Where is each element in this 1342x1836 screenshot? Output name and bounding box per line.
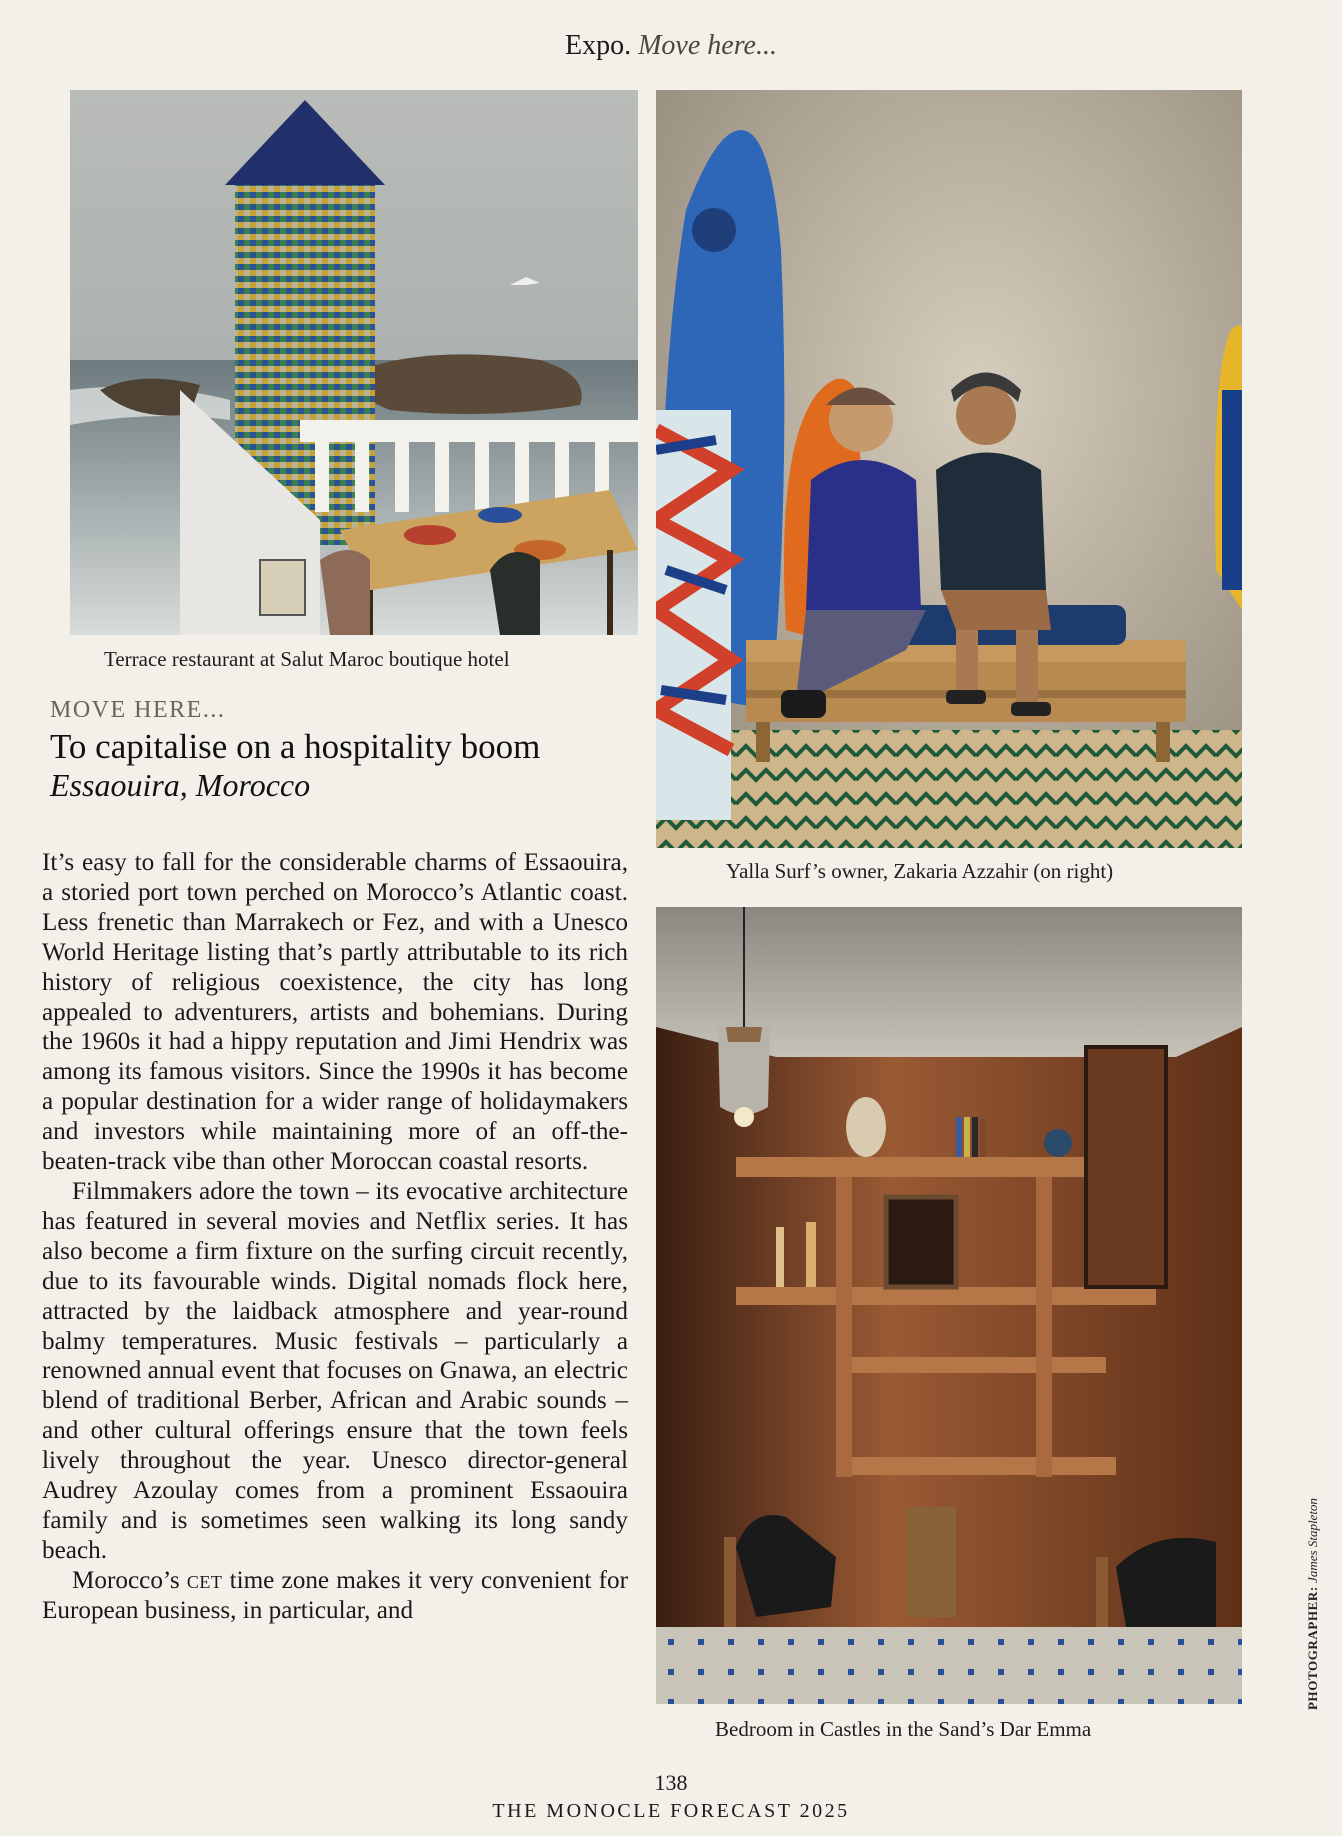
body-paragraph: It’s easy to fall for the considerable charms of Essaouira, a storied port town perched on Morocco’s Atlantic coast. Less frenetic than Marrakech or Fez, and with a Unesco World Heritage listing that’s partly attributable to its rich history of religious coexistence, the city has long appealed to adventurers, artists and bohemians. During the 1960s it had a hippy reputation and Jimi Hendrix was among its famous visitors. Since the 1990s it has become a popular destination for a wider range of holidaymakers and investors while maintaining more of an off-the-beaten-track vibe than other Moroccan coastal resorts. bbox=[42, 849, 628, 1176]
article-body bbox=[42, 848, 628, 1626]
credit-name: James Stapleton bbox=[1305, 1498, 1320, 1583]
article-kicker: MOVE HERE... bbox=[50, 697, 226, 723]
section-subtitle: Move here... bbox=[638, 30, 777, 61]
surf-shop-photo bbox=[656, 90, 1242, 848]
credit-label: PHOTOGRAPHER: bbox=[1305, 1586, 1320, 1710]
bedroom-photo-caption: Bedroom in Castles in the Sand’s Dar Emma bbox=[715, 1717, 1092, 1741]
article-headline: To capitalise on a hospitality boom bbox=[50, 727, 541, 766]
terrace-photo bbox=[70, 90, 638, 635]
surf-shop-photo-caption: Yalla Surf’s owner, Zakaria Azzahir (on right) bbox=[726, 859, 1114, 883]
bedroom-photo bbox=[656, 907, 1242, 1704]
terrace-photo-caption: Terrace restaurant at Salut Maroc boutique hotel bbox=[104, 647, 510, 671]
running-head bbox=[0, 30, 1342, 62]
body-paragraph: Morocco’s cet time zone makes it very convenient for European business, in particular, and bbox=[42, 1566, 628, 1624]
article-location: Essaouira, Morocco bbox=[50, 767, 311, 803]
body-paragraph: Filmmakers adore the town – its evocative architecture has featured in several movies and Netflix series. It has also become a firm fixture on the surfing circuit recently, due to its favourable winds. Digital nomads flock here, attracted by the laidback atmosphere and year-round balmy temperatures. Music festivals – particularly a renowned annual event that focuses on Gnawa, an electric blend of traditional Berber, African and Arabic sounds – and other cultural offerings ensure that the town feels lively throughout the year. Unesco director-general Audrey Azoulay comes from a prominent Essaouira family and is sometimes seen walking its long sandy beach. bbox=[42, 1177, 628, 1564]
page-number: 138 bbox=[654, 1770, 688, 1795]
photographer-credit bbox=[1305, 1498, 1321, 1710]
publication-title: THE MONOCLE FORECAST 2025 bbox=[492, 1800, 850, 1822]
section-name: Expo. bbox=[564, 30, 632, 61]
